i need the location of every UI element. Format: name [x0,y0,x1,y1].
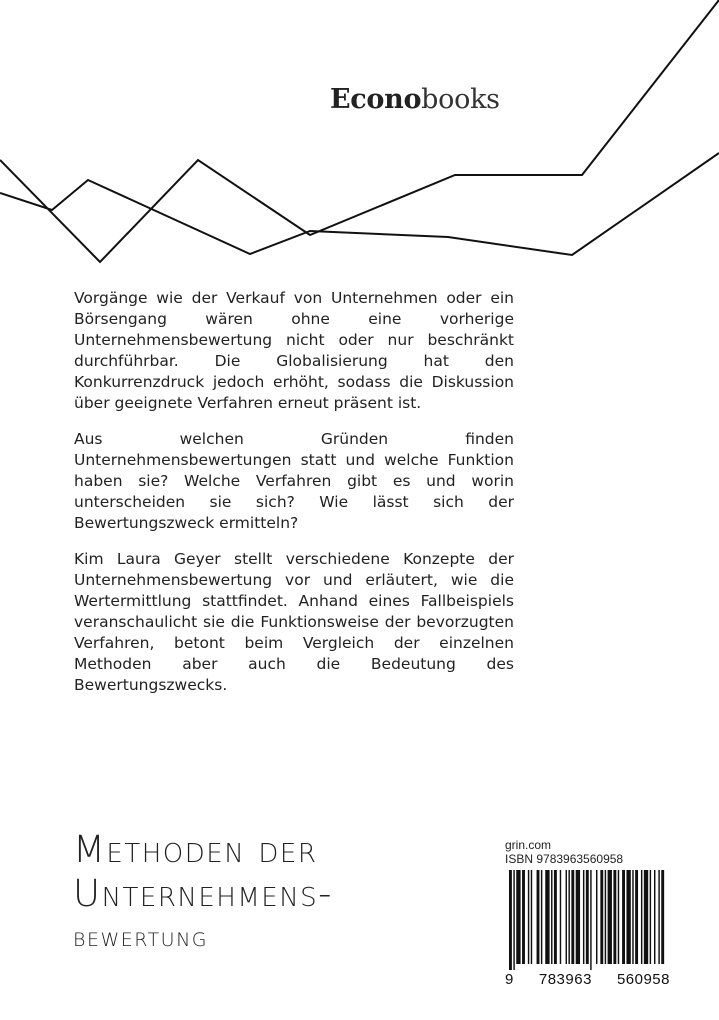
barcode-bar [632,870,633,964]
barcode-bar [661,870,664,964]
title-line-2: Unternehmens- [73,872,333,915]
barcode-bar [583,870,584,964]
publisher-url: grin.com [505,838,552,852]
barcode-bar [566,870,567,964]
barcode-bar [571,870,574,964]
barcode-bar [516,870,520,964]
logo-light-text: books [421,84,500,115]
book-title [73,828,473,960]
title-line-1: Methoden der [73,828,318,871]
barcode-bar [608,870,612,964]
barcode-bar [541,870,542,964]
barcode-icon [505,870,670,970]
decorative-line-2 [0,153,719,255]
barcode-bar [551,870,552,964]
barcode-bar [513,870,514,970]
barcode-bar [576,870,580,964]
barcode-digit-group-2: 560958 [616,971,670,988]
barcode-bar [644,870,648,964]
barcode-bar [618,870,619,964]
logo-bold-text: Econo [330,84,422,115]
barcode-bar [613,870,616,964]
blurb-paragraph-2: Aus welchen Gründen finden Unternehmensbewertungen statt und welche Funktion haben sie? Welche Verfahren gibt es und worin unterscheiden sie sich? Wie lässt sich der Bewertungszweck ermitteln? [74,430,514,532]
barcode-digit-group-1: 783963 [538,971,592,988]
isbn-label: ISBN 9783963560958 [505,852,624,866]
barcode-bar [596,870,597,964]
barcode-bar [626,870,630,964]
decorative-line-1 [0,0,719,262]
barcode-bar [560,870,561,964]
barcode-bar [568,870,569,964]
blurb-paragraph-1: Vorgänge wie der Verkauf von Unternehmen oder ein Börsengang wären ohne eine vorherige Unternehmensbewertung nicht oder nur beschränkt durchführbar. Die Globalisierung hat den Konkurrenzdruck jedoch erhöht, sodass die Diskussion über geeignete Verfahren erneut präsent ist. [74,289,514,412]
decorative-line-graphic [0,0,719,280]
barcode-bar [531,870,532,964]
barcode-bar [605,870,606,964]
barcode-block [505,838,670,988]
title-line-3: bewertung [73,922,209,953]
barcode-bar [641,870,642,964]
barcode-bar [650,870,651,964]
barcode-bar [658,870,659,964]
barcode-bar [545,870,549,964]
barcode-bar [528,870,529,964]
barcode-bar [554,870,557,964]
barcode-digit-first: 9 [505,971,514,988]
blurb-paragraph-3: Kim Laura Geyer stellt verschiedene Konzepte der Unternehmensbewertung vor und erläutert, wie die Wertermittlung stattfindet. Anhand eines Fallbeispiels veranschaulicht sie die Funktionsweise der bevorzugten Verfahren, betont beim Vergleich der einzelnen Methoden aber auch die Bedeutung des Bewertungszwecks. [74,550,514,694]
back-cover-blurb [74,288,514,711]
barcode-bar [600,870,603,964]
barcode-digits [505,971,670,988]
barcode-bar [654,870,655,964]
barcode-bar [635,870,638,964]
barcode-bar [522,870,525,964]
barcode-bar [622,870,625,964]
barcode-bar [509,870,512,970]
barcode-bar [586,870,589,964]
barcode-bar [590,870,591,970]
barcode-bar [537,870,540,964]
